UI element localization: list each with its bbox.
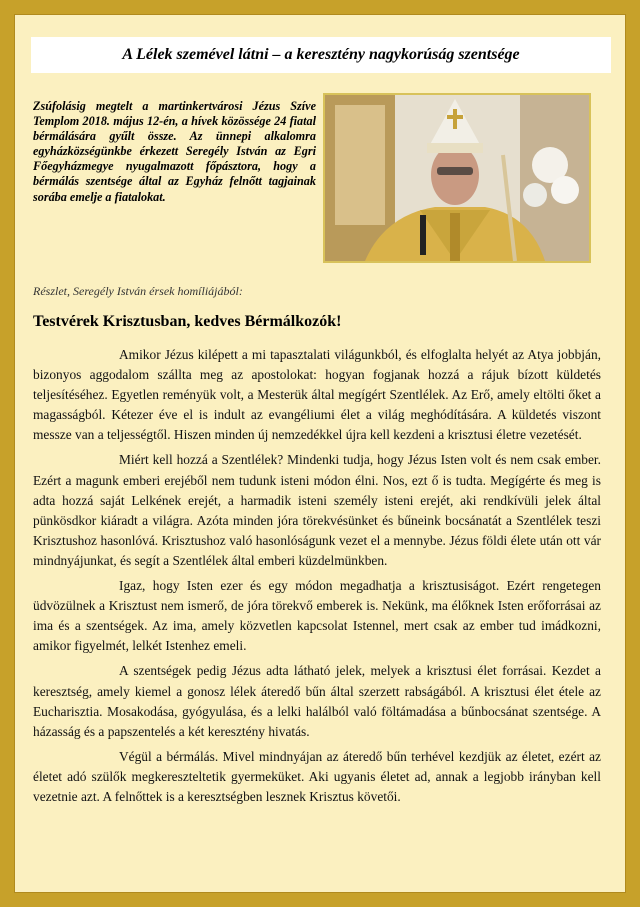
homily-body: [33, 345, 601, 812]
intro-text: Zsúfolásig megtelt a martinkertvárosi Jézus Szíve Templom 2018. május 12-én, a hívek közössége 24 fiatal bérmálására gyűlt össze. Az ünnepi alkalomra egyházközségünkbe érkezett Seregély István az Egri Főegyházmegye nyugalmazott főpásztora, hogy a bérmálás szentsége által az Egyház felnőtt tagjainak sorába emelje a fiatalokat.: [33, 99, 316, 204]
bishop-photo-illustration: [325, 95, 589, 261]
paragraph-5: Végül a bérmálás. Mivel mindnyájan az áteredő bűn terhével kezdjük az életet, ezért az életet adó szülők megkereszteltetik gyermeküket. Aki ugyanis életet ad, annak a legjobb irányban kell vezetnie azt. A felnőttek is a keresztségben lesznek Krisztus követői.: [33, 748, 601, 804]
page: [14, 14, 626, 893]
paragraph-4: A szentségek pedig Jézus adta látható jelek, melyek a krisztusi élet forrásai. Kezdet a keresztség, amely kiemel a gonosz lélek áteredő bűn által szerzett rabságából. A krisztusi élet étele az Eucharisztia. Mosakodása, gyógyulása, és a lelki halálból való föltámadása a bűnbocsánat szentsége. A házasság és a papszentelés a két keresztény hivatás.: [33, 663, 601, 739]
bishop-photo: [323, 93, 591, 263]
paragraph-1: Amikor Jézus kilépett a mi tapasztalati világunkból, és elfoglalta helyét az Atya jobbján, bizonyos aggodalom szállta meg az apostolokat: hogyan fogjanak hozzá a rájuk bízott küldetés teljesítéséhez. Egyetlen reményük volt, a Mesterük által megígért Szentlélek. Az Erő, amely eltölti őket a magasságból. Kétezer éve el is indult az evangéliumi élet a világ meghódítására. A küldetés viszont messze van a teljességtől. Hiszen minden új nemzedékkel újra kell kezdeni a krisztusi életre vezetését.: [33, 347, 601, 443]
article-title: A Lélek szemével látni – a keresztény nagykorúság szentsége: [122, 46, 520, 63]
paragraph-2: Miért kell hozzá a Szentlélek? Mindenki tudja, hogy Jézus Isten volt és nem csak ember. Ezért a magunk emberi erejéből nem tudunk isteni módon élni. Nos, ezt ő is tudta. Megígérte és meg is adta hozzá saját Lelkének erejét, a harmadik isteni személy isteni erejét, aki rendkívüli jelek által pünkösdkor kiáradt a világra. Azóta minden jóra törekvésünket és bűneink bocsánatát a Szentlélek teszi Krisztushoz hasonlóvá. Krisztushoz való hasonlóságunk vezet el a mennybe. Jézus földi élete után ott vár mindnyájunkat, és segít a Szentlélek által emberi küzdelmünkben.: [33, 452, 601, 568]
paragraph-3: Igaz, hogy Isten ezer és egy módon megadhatja a krisztusiságot. Ezért rengetegen üdvözülnek a Krisztust nem ismerő, de jóra törekvő emberek is. Nekünk, ma élőknek Isten erőforrásai az ima és a szentségek. Az ima, amely közvetlen kapcsolat Istennel, mert csak az ember tud imádkozni, amikor figyelmét, lelkét Istenhez emeli.: [33, 578, 601, 654]
title-box: [31, 37, 611, 73]
homily-heading: Testvérek Krisztusban, kedves Bérmálkozók!: [33, 313, 342, 330]
excerpt-caption: Részlet, Seregély István érsek homíliájából:: [33, 284, 243, 298]
